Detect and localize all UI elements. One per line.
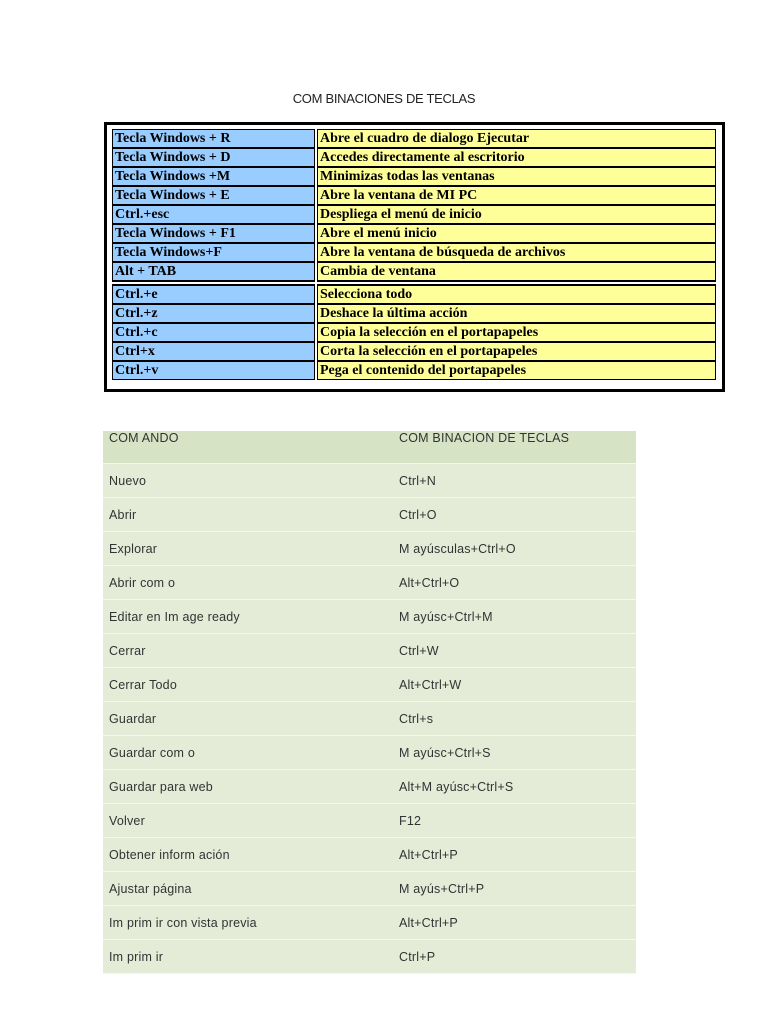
command-name-cell: Cerrar xyxy=(103,634,393,668)
command-name-cell: Guardar xyxy=(103,702,393,736)
command-combination-cell: Ctrl+W xyxy=(393,634,636,668)
shortcut-group-edit xyxy=(112,285,716,380)
shortcut-table-frame xyxy=(104,122,725,392)
command-name-cell: Nuevo xyxy=(103,464,393,498)
shortcut-row xyxy=(112,224,716,243)
command-row xyxy=(103,906,636,940)
command-combination-cell: Ctrl+N xyxy=(393,464,636,498)
command-row xyxy=(103,464,636,498)
shortcut-key-cell: Tecla Windows+F xyxy=(112,243,315,262)
command-row xyxy=(103,736,636,770)
shortcut-key-cell: Tecla Windows + E xyxy=(112,186,315,205)
command-table-header xyxy=(103,431,636,464)
command-combination-cell: Alt+Ctrl+W xyxy=(393,668,636,702)
shortcut-row xyxy=(112,129,716,148)
shortcut-row xyxy=(112,243,716,262)
shortcut-description-cell: Selecciona todo xyxy=(317,285,716,304)
shortcut-key-cell: Alt + TAB xyxy=(112,262,315,281)
command-name-cell: Editar en Im age ready xyxy=(103,600,393,634)
shortcut-row xyxy=(112,304,716,323)
shortcut-key-cell: Ctrl+x xyxy=(112,342,315,361)
command-combination-cell: Alt+Ctrl+P xyxy=(393,906,636,940)
shortcut-table xyxy=(112,129,716,380)
shortcut-row xyxy=(112,342,716,361)
shortcut-description-cell: Cambia de ventana xyxy=(317,262,716,281)
command-name-cell: Im prim ir xyxy=(103,940,393,974)
shortcut-row xyxy=(112,186,716,205)
command-name-cell: Im prim ir con vista previa xyxy=(103,906,393,940)
command-combination-cell: M ayúsc+Ctrl+M xyxy=(393,600,636,634)
command-combination-cell: Alt+M ayúsc+Ctrl+S xyxy=(393,770,636,804)
command-row xyxy=(103,532,636,566)
shortcut-description-cell: Minimizas todas las ventanas xyxy=(317,167,716,186)
shortcut-description-cell: Abre el cuadro de dialogo Ejecutar xyxy=(317,129,716,148)
command-row xyxy=(103,940,636,974)
command-name-cell: Ajustar página xyxy=(103,872,393,906)
shortcut-row xyxy=(112,205,716,224)
command-row xyxy=(103,838,636,872)
command-row xyxy=(103,600,636,634)
command-row xyxy=(103,634,636,668)
shortcut-key-cell: Tecla Windows + R xyxy=(112,129,315,148)
command-combination-cell: M ayúsculas+Ctrl+O xyxy=(393,532,636,566)
command-row xyxy=(103,702,636,736)
command-name-cell: Guardar com o xyxy=(103,736,393,770)
command-combination-cell: Ctrl+O xyxy=(393,498,636,532)
shortcut-row xyxy=(112,262,716,281)
shortcut-group-windows xyxy=(112,129,716,281)
command-row xyxy=(103,872,636,906)
shortcut-description-cell: Abre el menú inicio xyxy=(317,224,716,243)
shortcut-row xyxy=(112,148,716,167)
header-combination: COM BINACION DE TECLAS xyxy=(393,431,636,464)
command-combination-cell: M ayús+Ctrl+P xyxy=(393,872,636,906)
shortcut-description-cell: Corta la selección en el portapapeles xyxy=(317,342,716,361)
shortcut-key-cell: Ctrl.+c xyxy=(112,323,315,342)
command-row xyxy=(103,770,636,804)
command-row xyxy=(103,668,636,702)
shortcut-key-cell: Ctrl.+v xyxy=(112,361,315,380)
command-name-cell: Abrir xyxy=(103,498,393,532)
command-row xyxy=(103,498,636,532)
shortcut-key-cell: Ctrl.+e xyxy=(112,285,315,304)
command-row xyxy=(103,804,636,838)
command-combination-cell: Alt+Ctrl+P xyxy=(393,838,636,872)
shortcut-description-cell: Pega el contenido del portapapeles xyxy=(317,361,716,380)
shortcut-key-cell: Tecla Windows +M xyxy=(112,167,315,186)
shortcut-description-cell: Copia la selección en el portapapeles xyxy=(317,323,716,342)
shortcut-row xyxy=(112,285,716,304)
shortcut-key-cell: Ctrl.+esc xyxy=(112,205,315,224)
command-combination-cell: M ayúsc+Ctrl+S xyxy=(393,736,636,770)
command-combination-cell: Ctrl+P xyxy=(393,940,636,974)
command-name-cell: Obtener inform ación xyxy=(103,838,393,872)
shortcut-description-cell: Abre la ventana de búsqueda de archivos xyxy=(317,243,716,262)
shortcut-description-cell: Despliega el menú de inicio xyxy=(317,205,716,224)
command-combination-cell: Alt+Ctrl+O xyxy=(393,566,636,600)
header-command: COM ANDO xyxy=(103,431,393,464)
shortcut-row xyxy=(112,323,716,342)
command-combination-cell: Ctrl+s xyxy=(393,702,636,736)
shortcut-description-cell: Deshace la última acción xyxy=(317,304,716,323)
shortcut-row xyxy=(112,361,716,380)
shortcut-description-cell: Abre la ventana de MI PC xyxy=(317,186,716,205)
shortcut-key-cell: Tecla Windows + F1 xyxy=(112,224,315,243)
document-title: COM BINACIONES DE TECLAS xyxy=(292,91,476,106)
shortcut-description-cell: Accedes directamente al escritorio xyxy=(317,148,716,167)
command-combination-cell: F12 xyxy=(393,804,636,838)
shortcut-key-cell: Tecla Windows + D xyxy=(112,148,315,167)
command-table xyxy=(103,431,636,974)
command-name-cell: Explorar xyxy=(103,532,393,566)
command-name-cell: Abrir com o xyxy=(103,566,393,600)
command-name-cell: Volver xyxy=(103,804,393,838)
command-name-cell: Guardar para web xyxy=(103,770,393,804)
shortcut-row xyxy=(112,167,716,186)
shortcut-key-cell: Ctrl.+z xyxy=(112,304,315,323)
command-row xyxy=(103,566,636,600)
command-name-cell: Cerrar Todo xyxy=(103,668,393,702)
